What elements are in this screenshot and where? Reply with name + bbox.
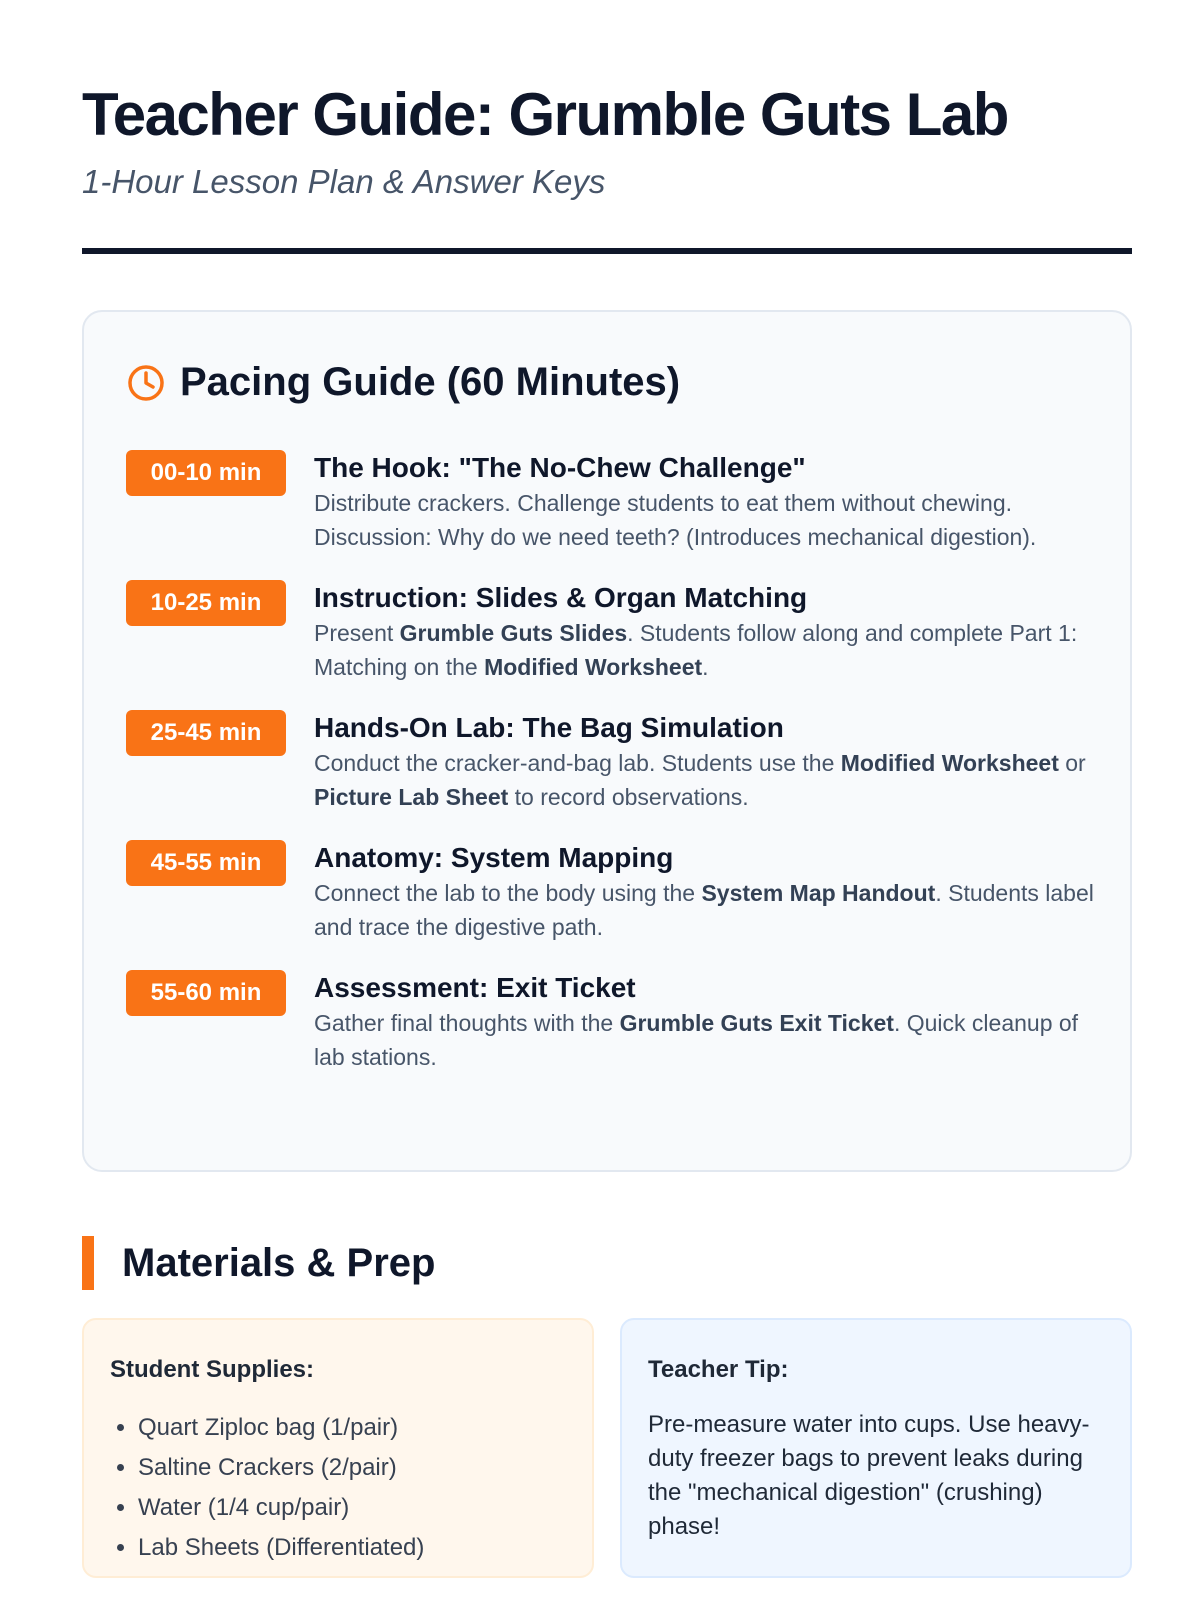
schedule-item-body <box>314 710 1094 814</box>
teacher-tip-heading: Teacher Tip: <box>648 1356 789 1383</box>
supply-item: • Quart Ziploc bag (1/pair) <box>138 1408 424 1448</box>
pacing-guide-card <box>82 310 1132 1172</box>
schedule-item-title: Instruction: Slides & Organ Matching <box>314 582 808 613</box>
time-badge: 10-25 min <box>126 580 286 626</box>
schedule-item-description <box>314 486 1094 554</box>
teacher-tip-box <box>620 1318 1132 1578</box>
materials-title: Materials & Prep <box>122 1240 436 1285</box>
time-badge: 00-10 min <box>126 450 286 496</box>
page-subtitle: 1-Hour Lesson Plan & Answer Keys <box>82 163 606 200</box>
schedule-item-description <box>314 616 1094 684</box>
schedule-item <box>126 450 1106 554</box>
time-badge: 55-60 min <box>126 970 286 1016</box>
resource-name: System Map Handout <box>701 880 936 906</box>
schedule-item <box>126 710 1106 814</box>
description-text: to record observations. <box>508 784 749 810</box>
description-text: Conduct the cracker-and-bag lab. Students use the <box>314 750 841 776</box>
pacing-guide-header <box>126 360 680 405</box>
page-title: Teacher Guide: Grumble Guts Lab <box>82 81 1008 148</box>
supply-item: • Saltine Crackers (2/pair) <box>138 1448 424 1488</box>
schedule-item-description <box>314 876 1094 944</box>
section-accent-bar <box>82 1236 94 1290</box>
schedule-item-body <box>314 580 1094 684</box>
description-text: Connect the lab to the body using the <box>314 880 702 906</box>
description-text: Distribute crackers. Challenge students to eat them without chewing. Discussion: Why do we need teeth? (Introduces mechanical digestion). <box>314 490 1037 550</box>
pacing-schedule <box>126 450 1106 1070</box>
schedule-item-title: The Hook: "The No-Chew Challenge" <box>314 452 806 483</box>
clock-icon <box>126 363 166 403</box>
schedule-item <box>126 580 1106 684</box>
student-supplies-box <box>82 1318 594 1578</box>
description-text: . <box>702 654 709 680</box>
resource-name: Picture Lab Sheet <box>314 784 509 810</box>
supply-item: • Lab Sheets (Differentiated) <box>138 1528 424 1568</box>
schedule-item-description <box>314 746 1094 814</box>
description-text: Present <box>314 620 400 646</box>
title-divider <box>82 248 1132 254</box>
time-badge: 45-55 min <box>126 840 286 886</box>
description-text: . Students follow along and complete Part 1: Matching on the <box>314 620 1078 680</box>
schedule-item-body <box>314 450 1094 554</box>
description-text: . Students label and trace the digestive path. <box>314 880 1094 940</box>
pacing-guide-title: Pacing Guide (60 Minutes) <box>180 360 681 404</box>
schedule-item-body <box>314 840 1094 944</box>
supplies-list <box>110 1408 424 1568</box>
teacher-tip-text: Pre-measure water into cups. Use heavy-duty freezer bags to prevent leaks during the "mechanical digestion" (crushing) phase! <box>648 1411 1090 1540</box>
resource-name: Grumble Guts Exit Ticket <box>619 1010 894 1036</box>
time-badge: 25-45 min <box>126 710 286 756</box>
description-text: Gather final thoughts with the <box>314 1010 620 1036</box>
schedule-item-title: Hands-On Lab: The Bag Simulation <box>314 712 784 743</box>
materials-header <box>82 1236 435 1290</box>
resource-name: Modified Worksheet <box>484 654 703 680</box>
description-text: . Quick cleanup of lab stations. <box>314 1010 1079 1070</box>
resource-name: Grumble Guts Slides <box>399 620 628 646</box>
supply-item: • Water (1/4 cup/pair) <box>138 1488 424 1528</box>
supplies-heading: Student Supplies: <box>110 1356 314 1383</box>
schedule-item <box>126 840 1106 944</box>
resource-name: Modified Worksheet <box>840 750 1059 776</box>
schedule-item <box>126 970 1106 1074</box>
schedule-item-body <box>314 970 1094 1074</box>
description-text: or <box>1058 750 1086 776</box>
schedule-item-title: Anatomy: System Mapping <box>314 842 674 873</box>
schedule-item-title: Assessment: Exit Ticket <box>314 972 636 1003</box>
schedule-item-description <box>314 1006 1094 1074</box>
